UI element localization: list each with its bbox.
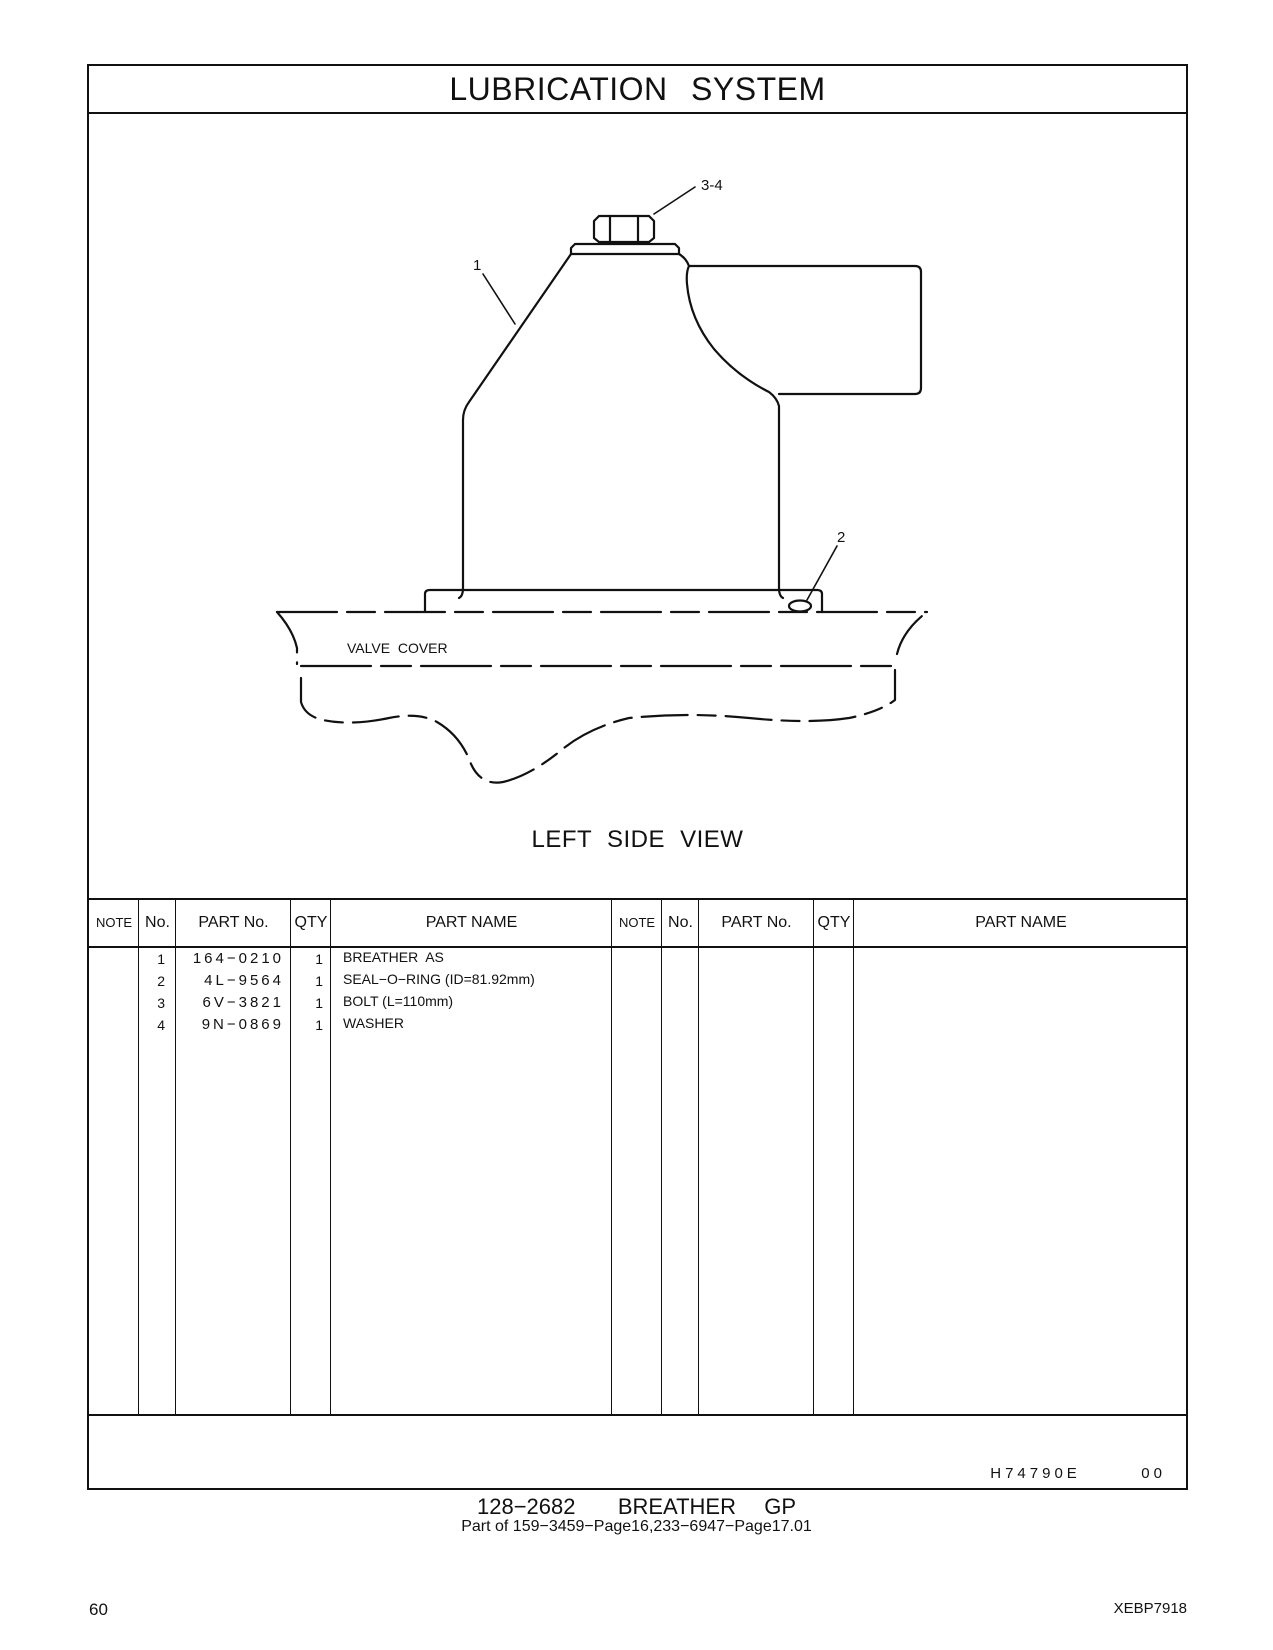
col-note-header-right: NOTE bbox=[618, 915, 656, 930]
row-qty: 1 bbox=[315, 995, 323, 1011]
row-no: 3 bbox=[157, 995, 165, 1011]
illustration-reference-band bbox=[89, 1414, 1186, 1490]
row-no: 2 bbox=[157, 973, 165, 989]
callout-1: 1 bbox=[473, 257, 482, 274]
washer bbox=[571, 244, 679, 254]
valve-cover-left bbox=[277, 612, 927, 783]
row-part-name: BOLT (L=110mm) bbox=[343, 993, 454, 1009]
leader-1 bbox=[483, 274, 515, 324]
row-qty: 1 bbox=[315, 1017, 323, 1033]
row-part-no: 164−0210 bbox=[192, 950, 284, 967]
illustration-code: H74790E 00 bbox=[990, 1465, 1166, 1482]
parts-illustration bbox=[89, 114, 1186, 898]
col-part-name-header-right: PART NAME bbox=[975, 914, 1067, 931]
view-label: LEFT SIDE VIEW bbox=[531, 826, 744, 853]
col-qty-header-right: QTY bbox=[817, 914, 851, 931]
row-no: 4 bbox=[157, 1017, 165, 1033]
row-part-name: WASHER bbox=[343, 1015, 404, 1031]
col-no-header-right: No. bbox=[668, 914, 693, 931]
document-code: XEBP7918 bbox=[1113, 1600, 1187, 1617]
mounting-flange bbox=[425, 590, 822, 612]
col-note-header: NOTE bbox=[95, 915, 133, 930]
group-caption: 128−2682 BREATHER GP bbox=[476, 1494, 796, 1519]
row-part-name: SEAL−O−RING (ID=81.92mm) bbox=[343, 971, 535, 987]
outlet-pipe bbox=[689, 266, 921, 394]
row-part-name: BREATHER AS bbox=[343, 949, 444, 965]
parts-table bbox=[89, 898, 1186, 1414]
col-qty-header: QTY bbox=[294, 914, 328, 931]
page-number: 60 bbox=[89, 1600, 108, 1619]
row-no: 1 bbox=[157, 951, 165, 967]
callout-2: 2 bbox=[837, 529, 846, 546]
valve-cover-label: VALVE COVER bbox=[347, 640, 448, 656]
row-part-no: 4L−9564 bbox=[204, 972, 284, 989]
row-qty: 1 bbox=[315, 951, 323, 967]
group-reference: Part of 159−3459−Page16,233−6947−Page17.01 bbox=[461, 1518, 812, 1535]
row-part-no: 9N−0869 bbox=[201, 1016, 284, 1033]
col-no-header: No. bbox=[145, 914, 170, 931]
seal-o-ring bbox=[789, 601, 811, 612]
col-part-no-header: PART No. bbox=[198, 914, 269, 931]
row-part-no: 6V−3821 bbox=[202, 994, 284, 1011]
col-part-no-header-right: PART No. bbox=[721, 914, 792, 931]
row-qty: 1 bbox=[315, 973, 323, 989]
page-frame bbox=[87, 64, 1188, 1490]
section-title: LUBRICATION SYSTEM bbox=[89, 66, 1186, 114]
breather-body bbox=[459, 254, 783, 598]
breather-diagram bbox=[89, 114, 1186, 898]
bolt-head bbox=[594, 216, 654, 242]
callout-3-4: 3-4 bbox=[701, 177, 723, 194]
leader-3-4 bbox=[654, 187, 695, 214]
col-part-name-header: PART NAME bbox=[425, 914, 518, 931]
